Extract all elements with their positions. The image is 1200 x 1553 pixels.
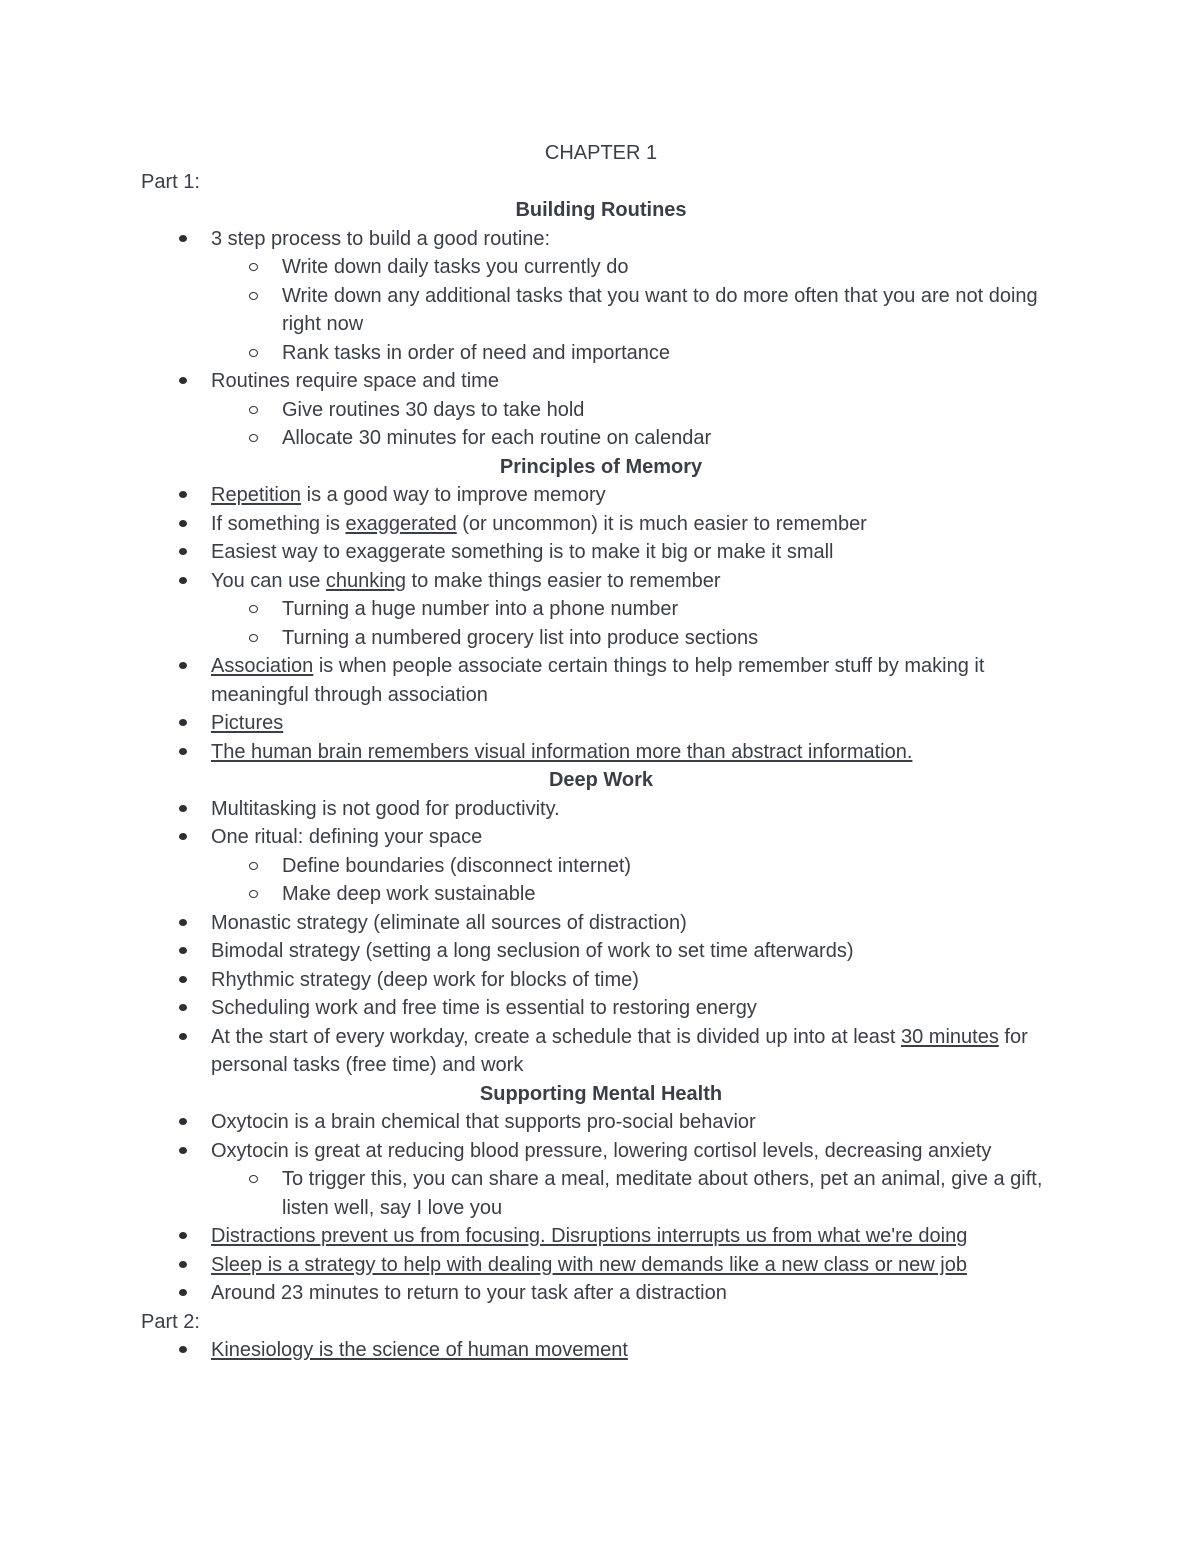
- part-2-label: Part 2:: [141, 1310, 200, 1333]
- list-subitem: Give routines 30 days to take hold: [141, 396, 1061, 425]
- chapter-title: CHAPTER 1: [544, 142, 658, 164]
- list-item: If something is exaggerated (or uncommon) it is much easier to remember: [141, 510, 1061, 539]
- memory-list: [141, 481, 1061, 766]
- underlined-term: exaggerated: [345, 512, 457, 535]
- list-item: Rhythmic strategy (deep work for blocks of time): [141, 966, 1061, 995]
- list-item: At the start of every workday, create a schedule that is divided up into at least 30 minutes for personal tasks (free time) and work: [141, 1023, 1061, 1080]
- list-item: Around 23 minutes to return to your task after a distraction: [141, 1279, 1061, 1308]
- list-subitem: Turning a huge number into a phone number: [141, 595, 1061, 624]
- list-subitem: Write down any additional tasks that you want to do more often that you are not doing right now: [141, 282, 1061, 339]
- underlined-sentence: The human brain remembers visual information more than abstract information.: [211, 740, 913, 763]
- underlined-term: chunking: [325, 569, 406, 592]
- list-item: Oxytocin is great at reducing blood pressure, lowering cortisol levels, decreasing anxiety: [141, 1137, 1061, 1166]
- list-item: [141, 1336, 1061, 1365]
- mental-health-list: [141, 1108, 1061, 1308]
- list-item: Repetition is a good way to improve memory: [141, 481, 1061, 510]
- heading-building-routines: Building Routines: [515, 199, 687, 221]
- heading-supporting-mental-health: Supporting Mental Health: [479, 1082, 723, 1105]
- list-subitem: Allocate 30 minutes for each routine on calendar: [141, 424, 1061, 453]
- list-subitem: Make deep work sustainable: [141, 880, 1061, 909]
- list-subitem: Define boundaries (disconnect internet): [141, 852, 1061, 881]
- list-item: Scheduling work and free time is essential to restoring energy: [141, 994, 1061, 1023]
- underlined-term: Association: [211, 655, 314, 677]
- list-subitem: Write down daily tasks you currently do: [141, 253, 1061, 282]
- list-item: [141, 1222, 1061, 1251]
- list-item: [141, 709, 1061, 738]
- deep-work-list: [141, 795, 1061, 1080]
- list-subitem: Turning a numbered grocery list into produce sections: [141, 624, 1061, 653]
- list-item: You can use chunking to make things easier to remember: [141, 567, 1061, 596]
- list-subitem: Rank tasks in order of need and importance: [141, 339, 1061, 368]
- list-item: [141, 738, 1061, 767]
- list-item: 3 step process to build a good routine:: [141, 225, 1061, 254]
- list-item: Easiest way to exaggerate something is to make it big or make it small: [141, 538, 1061, 567]
- list-item: Association is when people associate certain things to help remember stuff by making it meaningful through association: [141, 652, 1061, 709]
- list-subitem: To trigger this, you can share a meal, meditate about others, pet an animal, give a gift, listen well, say I love you: [141, 1165, 1061, 1222]
- underlined-term: 30 minutes: [901, 1025, 999, 1048]
- heading-deep-work: Deep Work: [548, 769, 654, 791]
- list-item: [141, 1251, 1061, 1280]
- part-2-list: [141, 1336, 1061, 1365]
- document-body: [141, 139, 1061, 1365]
- routines-list: [141, 225, 1061, 453]
- underlined-sentence: Sleep is a strategy to help with dealing with new demands like a new class or new job: [211, 1253, 967, 1276]
- part-1-label: Part 1:: [141, 170, 200, 193]
- heading-principles-of-memory: Principles of Memory: [499, 455, 703, 478]
- list-item: Bimodal strategy (setting a long seclusion of work to set time afterwards): [141, 937, 1061, 966]
- underlined-sentence: Kinesiology is the science of human movement: [211, 1339, 628, 1361]
- underlined-term: Repetition: [211, 484, 302, 506]
- list-item: Oxytocin is a brain chemical that supports pro-social behavior: [141, 1108, 1061, 1137]
- underlined-term: Pictures: [211, 712, 284, 734]
- list-item: Routines require space and time: [141, 367, 1061, 396]
- list-item: One ritual: defining your space: [141, 823, 1061, 852]
- list-item: Monastic strategy (eliminate all sources of distraction): [141, 909, 1061, 938]
- list-item: Multitasking is not good for productivity.: [141, 795, 1061, 824]
- underlined-sentence: Distractions prevent us from focusing. Disruptions interrupts us from what we're doing: [211, 1225, 968, 1247]
